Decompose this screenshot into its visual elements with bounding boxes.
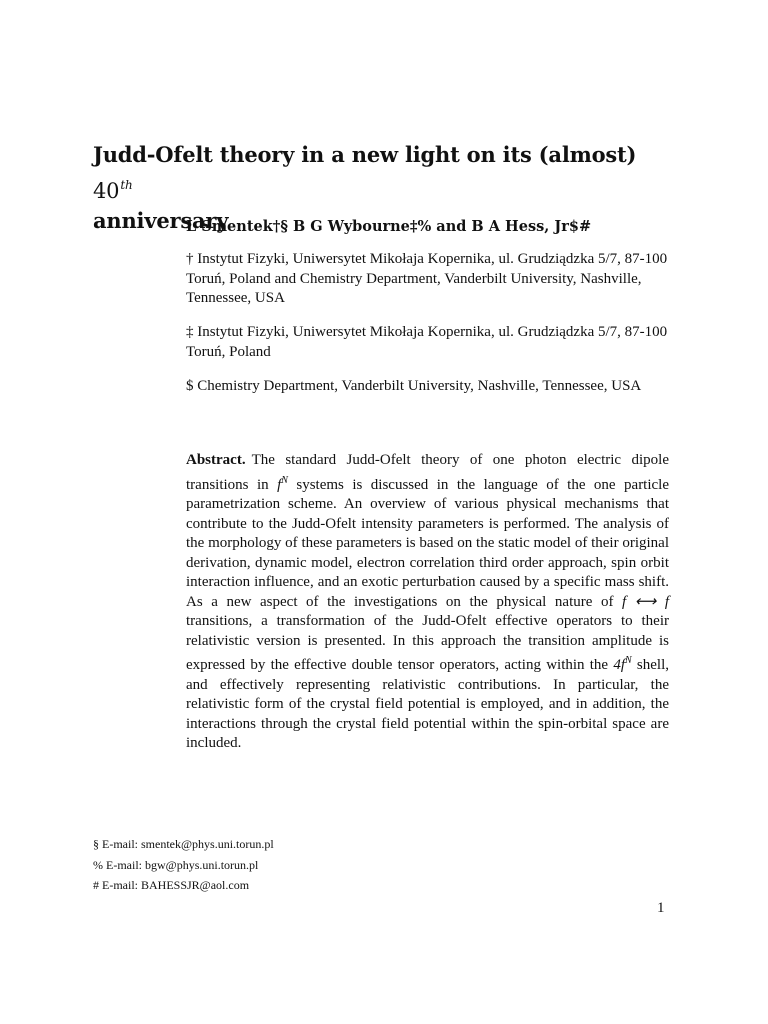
- abstract-math-f: f: [277, 476, 282, 493]
- title-number: 40: [93, 179, 120, 203]
- title-superscript: th: [120, 178, 133, 192]
- abstract-math-transition: f ⟷ f: [622, 593, 670, 610]
- affiliation-2: ‡ Instytut Fizyki, Uniwersytet Mikołaja Kopernika, ul. Grudziądzka 5/7, 87-100 Toruń, Poland: [186, 324, 668, 360]
- abstract-text-2: systems is discussed in the language of the one particle parametrization scheme. An overview of various physical mechanisms that contribute to the Judd-Ofelt intensity parameters is performed. The analysis of the morphology of these parameters is based on the static model of their original derivation, dynamic model, electron correlation third order approach, spin orbit interaction influence, and an exotic perturbation caused by a specific mass shift. As a new aspect of the investigations on the physical nature of: [186, 476, 670, 610]
- abstract-math-shell: 4f: [613, 657, 625, 673]
- footnotes: [93, 834, 593, 896]
- abstract: [186, 451, 669, 754]
- page-number: 1: [657, 900, 665, 916]
- author-list: L Smentek†§ B G Wybourne‡% and B A Hess, Jr$#: [186, 218, 592, 235]
- title-main: Judd-Ofelt theory in a new light on its (almost): [93, 142, 637, 167]
- abstract-math-shell-sup: N: [625, 655, 632, 666]
- title-tail: anniversary: [93, 208, 229, 233]
- affiliation-3: $ Chemistry Department, Vanderbilt University, Nashville, Tennessee, USA: [186, 378, 642, 394]
- abstract-text-3: transitions, a transformation of the Judd-Ofelt effective operators to their relativistic version is presented. In this approach the transition amplitude is expressed by the effective double tensor operators, acting within the: [186, 613, 669, 673]
- abstract-math-sup: N: [281, 474, 288, 486]
- abstract-text-1: The standard Judd-Ofelt theory of one photon electric dipole transitions in: [186, 452, 669, 493]
- abstract-text-4: shell, and effectively representing relativistic contributions. In particular, the relativistic form of the crystal field potential is employed, and in addition, the interactions through the crystal field potential within the spin-orbital space are included.: [186, 657, 669, 751]
- affiliation-1: † Instytut Fizyki, Uniwersytet Mikołaja Kopernika, ul. Grudziądzka 5/7, 87-100 Toruń, Poland and Chemistry Department, Vanderbilt University, Nashville, Tennessee, USA: [186, 251, 668, 306]
- footnote-email-wybourne: % E-mail: bgw@phys.uni.torun.pl: [93, 857, 259, 872]
- footnote-email-hess: # E-mail: BAHESSJR@aol.com: [93, 878, 250, 892]
- abstract-label: Abstract.: [186, 452, 246, 468]
- footnote-email-smentek: § E-mail: smentek@phys.uni.torun.pl: [93, 837, 274, 851]
